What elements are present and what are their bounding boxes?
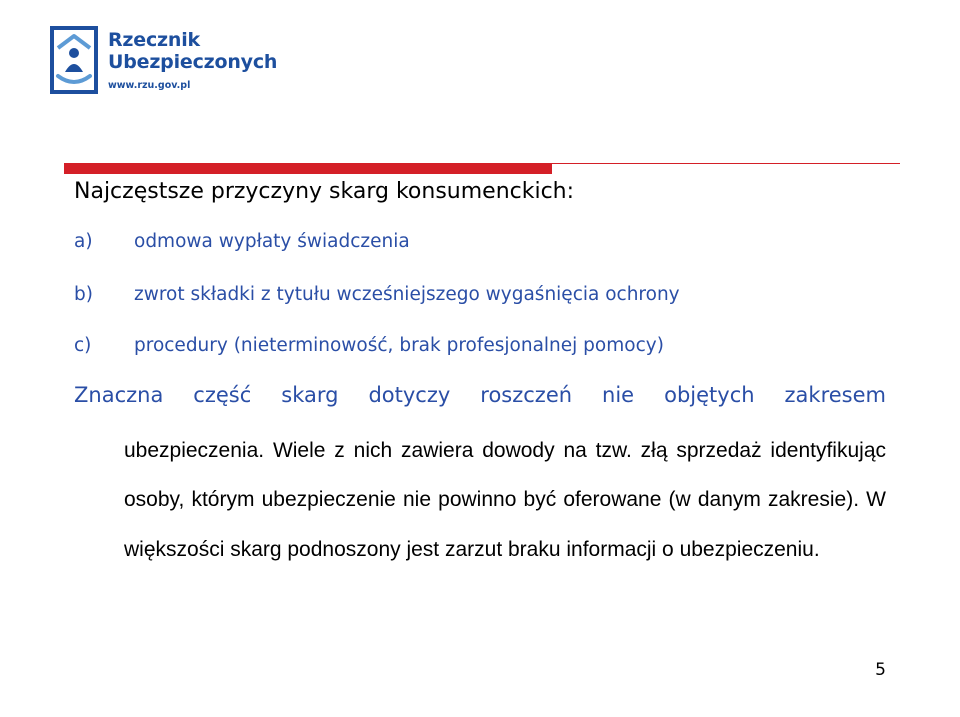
logo-url: www.rzu.gov.pl — [108, 80, 191, 91]
list-text: zwrot składki z tytułu wcześniejszego wygaśnięcia ochrony — [134, 284, 680, 305]
title-accent-bar — [64, 164, 552, 174]
page-number: 5 — [875, 660, 886, 680]
list-marker: a) — [74, 231, 93, 252]
logo — [50, 26, 280, 98]
paragraph-body: ubezpieczenia. Wiele z nich zawiera dowody na tzw. złą sprzedaż identyfikując osoby, którym ubezpieczenie nie powinno być oferowane (w danym zakresie). W większości skarg podnoszony jest zarzut braku informacji o ubezpieczeniu. — [124, 439, 886, 561]
slide-title: Najczęstsze przyczyny skarg konsumenckich: — [74, 179, 575, 204]
list-item — [74, 231, 410, 252]
paragraph-first-line: Znaczna część skarg dotyczy roszczeń nie objętych zakresem — [74, 383, 886, 407]
list-item — [74, 335, 664, 356]
logo-name: Rzecznik Ubezpieczonych — [108, 29, 278, 73]
list-text: procedury (nieterminowość, brak profesjonalnej pomocy) — [134, 335, 664, 356]
list-item — [74, 284, 680, 305]
list-text: odmowa wypłaty świadczenia — [134, 231, 410, 252]
list-marker: b) — [74, 284, 93, 305]
logo-emblem-icon — [50, 26, 98, 94]
list-marker: c) — [74, 335, 92, 356]
